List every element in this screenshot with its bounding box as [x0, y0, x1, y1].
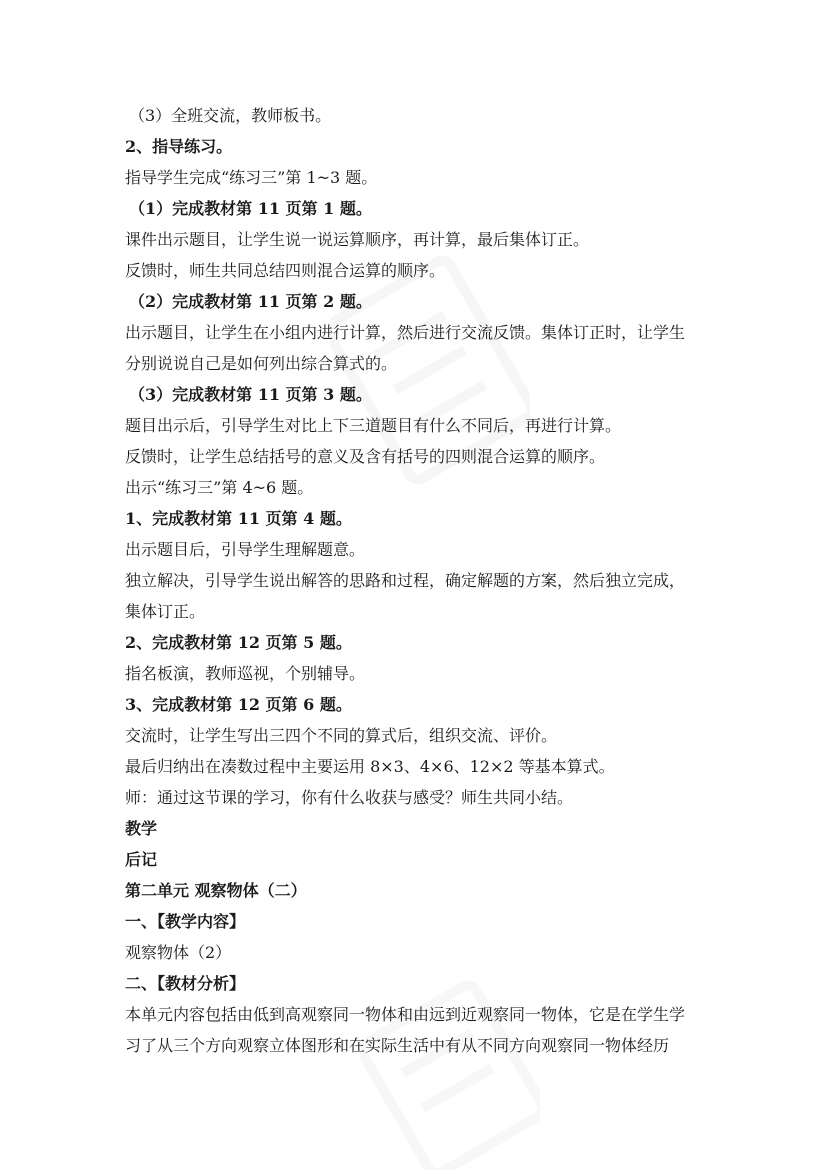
section-heading: 3、完成教材第 12 页第 6 题。	[125, 695, 352, 714]
section-heading: 教学	[125, 819, 158, 838]
text-line: 反馈时，师生共同总结四则混合运算的顺序。	[125, 261, 446, 280]
subsection-heading: （2）完成教材第 11 页第 2 题。	[129, 292, 372, 311]
text-line: 师：通过这节课的学习，你有什么收获与感受？师生共同小结。	[125, 788, 574, 807]
text-line: 集体订正。	[125, 602, 206, 621]
section-heading: 一、【教学内容】	[125, 912, 246, 931]
text-line: 出示题目后，引导学生理解题意。	[125, 540, 366, 559]
text-line: 指导学生完成“练习三”第 1~3 题。	[125, 168, 378, 187]
text-line: 最后归纳出在凑数过程中主要运用 8×3、4×6、12×2 等基本算式。	[125, 757, 615, 776]
section-heading: 后记	[125, 850, 158, 869]
section-heading: 2、指导练习。	[125, 137, 233, 156]
text-line: （3）全班交流，教师板书。	[129, 106, 332, 125]
subsection-heading: （3）完成教材第 11 页第 3 题。	[129, 385, 372, 404]
section-heading: 2、完成教材第 12 页第 5 题。	[125, 633, 352, 652]
text-line: 交流时，让学生写出三四个不同的算式后，组织交流、评价。	[125, 726, 558, 745]
section-heading: 二、【教材分析】	[125, 974, 246, 993]
text-line: 反馈时，让学生总结括号的意义及含有括号的四则混合运算的顺序。	[125, 447, 606, 466]
text-line: 课件出示题目，让学生说一说运算顺序，再计算，最后集体订正。	[125, 230, 590, 249]
text-line: 出示“练习三”第 4~6 题。	[125, 478, 314, 497]
text-line: 指名板演，教师巡视，个别辅导。	[125, 664, 366, 683]
text-line: 题目出示后，引导学生对比上下三道题目有什么不同后，再进行计算。	[125, 416, 622, 435]
text-line: 观察物体（2）	[125, 943, 232, 962]
text-line: 分别说说自己是如何列出综合算式的。	[125, 354, 398, 373]
text-line: 独立解决，引导学生说出解答的思路和过程，确定解题的方案，然后独立完成，	[125, 571, 686, 590]
text-line: 习了从三个方向观察立体图形和在实际生活中有从不同方向观察同一物体经历	[125, 1036, 670, 1055]
text-line: 本单元内容包括由低到高观察同一物体和由远到近观察同一物体，它是在学生学	[125, 1005, 686, 1024]
document-page	[125, 100, 725, 1061]
unit-title: 第二单元 观察物体（二）	[125, 881, 307, 900]
subsection-heading: （1）完成教材第 11 页第 1 题。	[129, 199, 372, 218]
section-heading: 1、完成教材第 11 页第 4 题。	[125, 509, 352, 528]
text-line: 出示题目，让学生在小组内进行计算，然后进行交流反馈。集体订正时，让学生	[125, 323, 686, 342]
